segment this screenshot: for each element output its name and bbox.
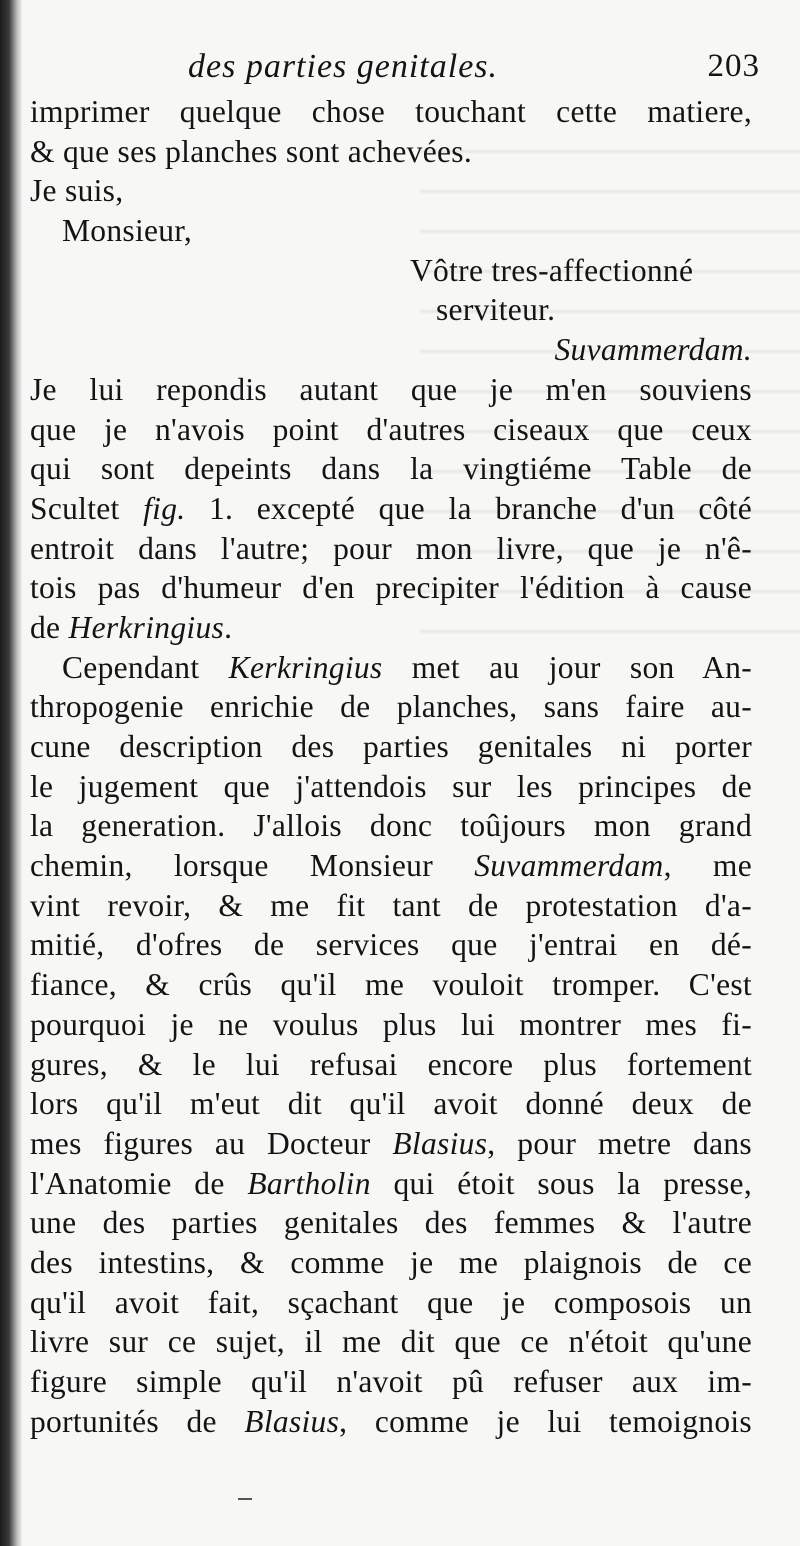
text-line: vint revoir, & me fit tant de protestation d'a-: [30, 887, 752, 923]
page-number: 203: [707, 48, 760, 84]
text-line: qu'il avoit fait, sçachant que je composois un: [30, 1284, 752, 1320]
text-line: des intestins, & comme je me plaignois de ce: [30, 1244, 752, 1280]
text-line: Cependant Kerkringius met au jour son An-: [62, 649, 752, 685]
text-line: portunités de Blasius, comme je lui temoignois: [30, 1403, 752, 1439]
text-line: & que ses planches sont achevées.: [30, 133, 473, 169]
text-line: fiance, & crûs qu'il me vouloit tromper. C'est: [30, 967, 752, 1003]
running-head: des parties genitales.: [188, 48, 499, 85]
text-line: thropogenie enrichie de planches, sans faire au-: [30, 689, 752, 725]
text-line: le jugement que j'attendois sur les principes de: [30, 768, 752, 804]
text-line: mitié, d'ofres de services que j'entrai en dé-: [30, 927, 752, 963]
text-line: une des parties genitales des femmes & l'autre: [30, 1205, 752, 1241]
text-line: figure simple qu'il n'avoit pû refuser aux im-: [30, 1364, 752, 1399]
text-line: Je lui repondis autant que je m'en souviens: [30, 371, 752, 407]
text-line: la generation. J'allois donc toûjours mon grand: [30, 808, 752, 844]
text-line: gures, & le lui refusai encore plus fortement: [30, 1046, 752, 1082]
text-line: imprimer quelque chose touchant cette matiere,: [30, 94, 752, 129]
text-line: pourquoi je ne voulus plus lui montrer mes fi-: [30, 1006, 752, 1042]
text-line: qui sont depeints dans la vingtiéme Table de: [30, 451, 752, 487]
text-line: tois pas d'humeur d'en precipiter l'édition à cause: [30, 570, 752, 606]
text-line: serviteur.: [436, 292, 556, 328]
text-line: lors qu'il m'eut dit qu'il avoit donné deux de: [30, 1086, 752, 1122]
text-line: Je suis,: [30, 173, 124, 209]
text-line: mes figures au Docteur Blasius, pour metre dans: [30, 1125, 752, 1161]
page-header: [60, 48, 760, 92]
text-line: Scultet fig. 1. excepté que la branche d'un côté: [30, 490, 752, 526]
text-line: entroit dans l'autre; pour mon livre, que je n'ê-: [30, 530, 752, 566]
text-line: Suvammerdam.: [554, 332, 752, 368]
text-line: Vôtre tres-affectionné: [410, 252, 694, 288]
text-line: que je n'avois point d'autres ciseaux que ceux: [30, 411, 752, 447]
text-line: de Herkringius.: [30, 609, 233, 645]
binding-edge: [0, 0, 22, 1546]
text-line: chemin, lorsque Monsieur Suvammerdam, me: [30, 848, 752, 884]
text-line: cune description des parties genitales ni porter: [30, 729, 752, 764]
text-line: Monsieur,: [62, 213, 193, 249]
text-line: l'Anatomie de Bartholin qui étoit sous la presse,: [30, 1165, 752, 1201]
text-line: livre sur ce sujet, il me dit que ce n'étoit qu'une: [30, 1324, 752, 1360]
footer-mark: [238, 1498, 252, 1500]
body-text: [30, 92, 752, 1441]
